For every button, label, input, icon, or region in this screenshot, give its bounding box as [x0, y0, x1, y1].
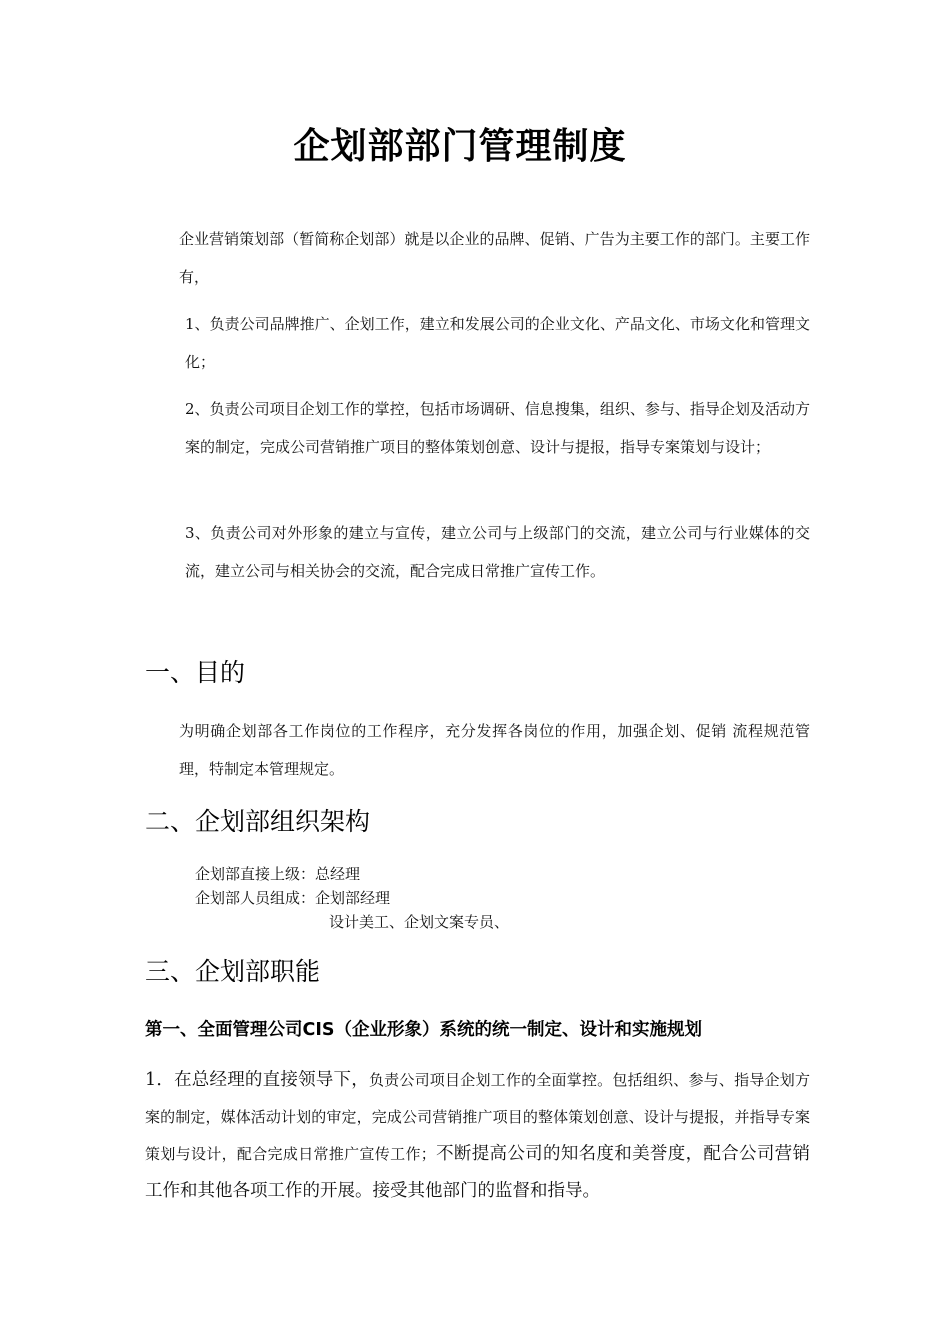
purpose-paragraph — [145, 712, 810, 788]
purpose-text: 为明确企划部各工作岗位的工作程序，充分发挥各岗位的作用，加强企划、促销 流程规范管理，特制定本管理规定。 — [179, 722, 810, 778]
intro-paragraph — [145, 220, 810, 296]
duty-item-1-text: 1、负责公司品牌推广、企划工作，建立和发展公司的企业文化、产品文化、市场文化和管理文化； — [185, 315, 810, 371]
section-heading-org: 二、企划部组织架构 — [145, 807, 371, 836]
intro-text: 企业营销策划部（暂简称企划部）就是以企业的品牌、促销、广告为主要工作的部门。主要工作有， — [179, 230, 810, 286]
function-para-lead: 1．在总经理的直接领导下， — [145, 1070, 369, 1090]
duty-item-3 — [145, 514, 810, 590]
function-paragraph — [145, 1062, 810, 1210]
org-members-cont: 设计美工、企划文案专员、 — [329, 913, 510, 931]
function-subheading: 第一、全面管理公司CIS（企业形象）系统的统一制定、设计和实施规划 — [145, 1020, 702, 1040]
page-title: 企划部部门管理制度 — [293, 126, 627, 167]
duty-item-1 — [145, 305, 810, 381]
function-para-mid: 负责公司项目企划工作的全面掌控。包括组织、参与、指导企划方案的制定，媒体活动计划的审定，完成公司营销推广项目的整体策划创意、设计与提报，并指导专案策划与设计，配合完成日常推广宣传工作； — [145, 1071, 810, 1163]
org-superior: 企划部直接上级：总经理 — [195, 865, 361, 883]
duty-item-2 — [145, 390, 810, 466]
duty-item-2-text: 2、负责公司项目企划工作的掌控，包括市场调研、信息搜集，组织、参与、指导企划及活动方案的制定，完成公司营销推广项目的整体策划创意、设计与提报，指导专案策划与设计； — [185, 400, 810, 456]
function-para-tail: 不断提高公司的知名度和美誉度，配合公司营销工作和其他各项工作的开展。接受其他部门的监督和指导。 — [145, 1144, 810, 1201]
org-structure — [195, 862, 509, 934]
section-heading-functions: 三、企划部职能 — [145, 957, 321, 986]
duty-item-3-text: 3、负责公司对外形象的建立与宣传，建立公司与上级部门的交流，建立公司与行业媒体的交流，建立公司与相关协会的交流，配合完成日常推广宣传工作。 — [185, 524, 810, 580]
org-members: 企划部人员组成：企划部经理 — [195, 889, 391, 907]
section-heading-purpose: 一、目的 — [145, 658, 246, 687]
